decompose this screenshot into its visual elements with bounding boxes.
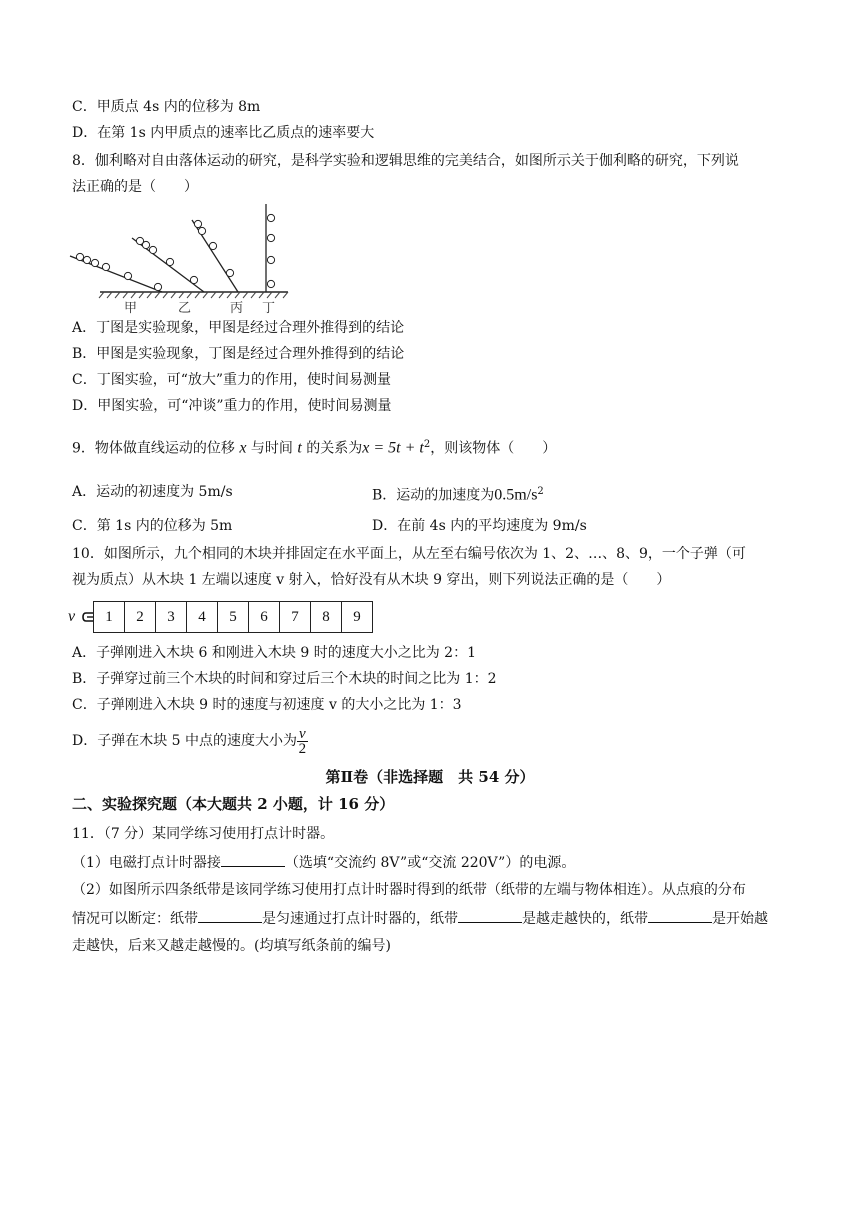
q11-part2-line2 <box>72 908 768 929</box>
q8-option-b: B．甲图是实验现象，丁图是经过合理外推得到的结论 <box>72 346 405 362</box>
q8-stem-line2: 法正确的是（ ） <box>72 179 198 195</box>
q9-formula-exponent: 2 <box>423 439 431 450</box>
wood-block-6: 6 <box>249 602 280 632</box>
q8-stem-line1: 8．伽利略对自由落体运动的研究，是科学实验和逻辑思维的完美结合，如图所示关于伽利略的研究，下列说 <box>72 153 739 169</box>
wood-block-3: 3 <box>156 602 187 632</box>
wood-block-1: 1 <box>94 602 125 632</box>
section-heading: 二、实验探究题（本大题共 2 小题，计 16 分） <box>72 795 395 813</box>
q10-option-a: A．子弹刚进入木块 6 和刚进入木块 9 时的速度大小之比为 2：1 <box>72 645 476 661</box>
label-bing: 丙 <box>230 301 244 316</box>
q9-option-b <box>372 482 544 506</box>
q9-option-c: C．第 1s 内的位移为 5m <box>72 518 233 534</box>
galileo-incline-figure <box>66 200 302 320</box>
label-yi: 乙 <box>178 301 192 316</box>
q11-part1 <box>72 852 575 873</box>
q9-stem-mid: 与时间 <box>246 440 298 457</box>
vertical-ding <box>266 204 275 292</box>
incline-jia <box>70 253 162 292</box>
q7-option-d: D．在第 1s 内甲质点的速率比乙质点的速率要大 <box>72 125 375 141</box>
fraction-numerator: v <box>299 725 306 742</box>
velocity-label: v <box>68 608 76 625</box>
q10-stem-line1: 10．如图所示，九个相同的木块并排固定在水平面上，从左至右编号依次为 1、2、…、8、9，一个子弹（可 <box>72 546 746 562</box>
wood-block-5: 5 <box>218 602 249 632</box>
answer-blank-2[interactable] <box>198 908 262 923</box>
q10-option-b: B．子弹穿过前三个木块的时间和穿过后三个木块的时间之比为 1：2 <box>72 671 497 687</box>
q8-option-d: D．甲图实验，可“冲谈”重力的作用，使时间易测量 <box>72 398 392 414</box>
q9-var-x: x <box>239 439 247 457</box>
q9-var-t: t <box>297 439 302 457</box>
q9-option-b-value: 0.5m/s <box>494 486 538 504</box>
q11-stem: 11．（7 分）某同学练习使用打点计时器。 <box>72 826 335 842</box>
q9-option-b-text: B．运动的加速度为 <box>372 487 495 504</box>
fraction-v-over-2 <box>297 727 308 756</box>
q10-stem-line2: 视为质点）从木块 1 左端以速度 v 射入，恰好没有从木块 9 穿出，则下列说法正确的是（ ） <box>72 572 671 588</box>
q11-part2-text-c: 是越走越快的，纸带 <box>522 911 648 927</box>
q9-formula: x = 5t + t <box>362 439 424 457</box>
q11-part2-line3: 走越快，后来又越走越慢的。(均填写纸条前的编号) <box>72 938 391 954</box>
block-row <box>93 601 373 633</box>
wood-block-2: 2 <box>125 602 156 632</box>
wood-block-4: 4 <box>187 602 218 632</box>
section-title: 第Ⅱ卷（非选择题 共 54 分） <box>325 768 535 786</box>
label-jia: 甲 <box>124 301 138 316</box>
q9-option-b-exponent: 2 <box>537 486 544 497</box>
q11-part2-text-a: 情况可以断定：纸带 <box>72 911 198 927</box>
wood-block-7: 7 <box>280 602 311 632</box>
q9-stem-pre: 9．物体做直线运动的位移 <box>72 440 240 457</box>
label-ding: 丁 <box>262 301 276 316</box>
wood-block-9: 9 <box>353 608 361 625</box>
answer-blank-4[interactable] <box>648 908 712 923</box>
q8-option-c: C．丁图实验，可“放大”重力的作用，使时间易测量 <box>72 372 392 388</box>
q11-part2-text-d: 是开始越 <box>712 911 768 927</box>
incline-bing <box>192 220 238 292</box>
wooden-blocks-figure <box>68 601 373 633</box>
q10-option-d <box>72 724 308 758</box>
q11-part1-post: （选填“交流约 8V”或“交流 220V”）的电源。 <box>284 855 576 871</box>
answer-blank-3[interactable] <box>458 908 522 923</box>
q11-part2-line1: （2）如图所示四条纸带是该同学练习使用打点计时器时得到的纸带（纸带的左端与物体相连）。从点痕的分布 <box>72 882 746 898</box>
q10-option-c: C．子弹刚进入木块 9 时的速度与初速度 v 的大小之比为 1：3 <box>72 697 462 713</box>
q9-option-d: D．在前 4s 内的平均速度为 9m/s <box>372 518 587 534</box>
q9-stem <box>72 435 556 459</box>
q11-part2-text-b: 是匀速通过打点计时器的，纸带 <box>262 911 458 927</box>
q10-option-d-text: D．子弹在木块 5 中点的速度大小为 <box>72 733 298 749</box>
q8-option-a: A．丁图是实验现象，甲图是经过合理外推得到的结论 <box>72 320 405 336</box>
q9-option-a: A．运动的初速度为 5m/s <box>72 484 233 500</box>
answer-blank-1[interactable] <box>221 852 285 867</box>
wood-block-8: 8 <box>311 602 342 632</box>
q7-option-c: C．甲质点 4s 内的位移为 8m <box>72 99 261 115</box>
q11-part1-pre: （1）电磁打点计时器接 <box>72 855 221 871</box>
fraction-denominator: 2 <box>298 740 307 757</box>
q9-stem-post: ，则该物体（ ） <box>430 440 557 457</box>
q9-stem-mid2: 的关系为 <box>301 440 363 457</box>
